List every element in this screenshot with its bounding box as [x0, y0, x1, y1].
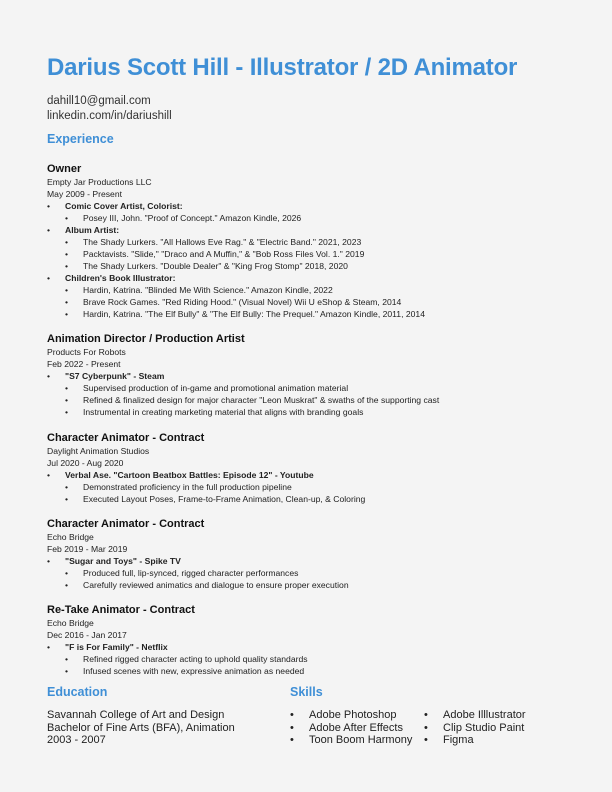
job-bullet: • Brave Rock Games. "Red Riding Hood." (Visual Novel) Wii U eShop & Steam, 2014: [47, 296, 587, 308]
job-dates: Jul 2020 - Aug 2020: [47, 458, 124, 468]
job-bullet: • Hardin, Katrina. "The Elf Bully" & "The Elf Bully: The Prequel." Amazon Kindle, 2011, 2014: [47, 308, 587, 320]
job-dates: Dec 2016 - Jan 2017: [47, 630, 127, 640]
job-company: Products For Robots: [47, 347, 126, 357]
job-title: Character Animator - Contract: [47, 518, 205, 530]
education-block: [47, 709, 235, 747]
education-heading: Education: [47, 685, 108, 699]
contact-info: [47, 94, 172, 124]
job-entry-animation-director: [47, 332, 587, 418]
education-years: 2003 - 2007: [47, 734, 106, 746]
job-title: Owner: [47, 163, 82, 175]
job-group-label: • Album Artist:: [47, 224, 587, 236]
job-bullet: • Refined & finalized design for major character "Leon Muskrat" & swaths of the supporting cast: [47, 394, 587, 406]
job-group-label: • "F is For Family" - Netflix: [47, 641, 587, 653]
job-title: Animation Director / Production Artist: [47, 333, 245, 345]
job-bullet: • Produced full, lip-synced, rigged character performances: [47, 567, 587, 579]
email-text: dahill10@gmail.com: [47, 95, 151, 107]
job-dates: May 2009 - Present: [47, 189, 122, 199]
skill-item: • Figma: [424, 734, 526, 747]
experience-heading: Experience: [47, 132, 114, 146]
job-group-label: • Children's Book Illustrator:: [47, 272, 587, 284]
resume-name: Darius Scott Hill - Illustrator / 2D Animator: [47, 54, 518, 81]
job-bullet: • The Shady Lurkers. "All Hallows Eve Rag." & "Electric Band." 2021, 2023: [47, 236, 587, 248]
job-group-label: • "S7 Cyberpunk" - Steam: [47, 370, 587, 382]
skill-item: • Adobe Photoshop: [290, 709, 412, 722]
skills-column-1: [290, 709, 412, 747]
job-company: Daylight Animation Studios: [47, 446, 150, 456]
job-group-label: • "Sugar and Toys" - Spike TV: [47, 555, 587, 567]
job-entry-echo-bridge-1: [47, 517, 587, 591]
job-company: Echo Bridge: [47, 532, 94, 542]
linkedin-text: linkedin.com/in/dariushill: [47, 110, 172, 122]
skills-column-2: [424, 709, 526, 747]
job-title: Character Animator - Contract: [47, 432, 205, 444]
skill-item: • Adobe Illlustrator: [424, 709, 526, 722]
job-company: Echo Bridge: [47, 618, 94, 628]
job-bullet: • The Shady Lurkers. "Double Dealer" & "King Frog Stomp" 2018, 2020: [47, 260, 587, 272]
job-bullet: • Demonstrated proficiency in the full production pipeline: [47, 481, 587, 493]
job-dates: Feb 2022 - Present: [47, 359, 121, 369]
job-company: Empty Jar Productions LLC: [47, 177, 152, 187]
skill-item: • Toon Boom Harmony: [290, 734, 412, 747]
job-bullet: • Executed Layout Poses, Frame-to-Frame Animation, Clean-up, & Coloring: [47, 493, 587, 505]
job-bullet: • Hardin, Katrina. "Blinded Me With Science." Amazon Kindle, 2022: [47, 284, 587, 296]
job-bullet: • Instrumental in creating marketing material that aligns with branding goals: [47, 406, 587, 418]
job-bullet: • Refined rigged character acting to uphold quality standards: [47, 653, 587, 665]
skills-heading: Skills: [290, 685, 323, 699]
job-bullet: • Carefully reviewed animatics and dialogue to ensure proper execution: [47, 579, 587, 591]
job-bullet: • Posey III, John. "Proof of Concept." Amazon Kindle, 2026: [47, 212, 587, 224]
job-bullet: • Supervised production of in-game and promotional animation material: [47, 382, 587, 394]
job-bullet: • Infused scenes with new, expressive animation as needed: [47, 665, 587, 677]
job-dates: Feb 2019 - Mar 2019: [47, 544, 128, 554]
job-entry-echo-bridge-2: [47, 603, 587, 677]
education-degree: Bachelor of Fine Arts (BFA), Animation: [47, 721, 235, 734]
job-title: Re-Take Animator - Contract: [47, 604, 195, 616]
education-school: Savannah College of Art and Design: [47, 709, 225, 721]
skill-item: • Adobe After Effects: [290, 722, 412, 735]
job-entry-daylight: [47, 431, 587, 505]
job-entry-owner: [47, 162, 587, 320]
skill-item: • Clip Studio Paint: [424, 722, 526, 735]
job-group-label: • Comic Cover Artist, Colorist:: [47, 200, 587, 212]
job-group-label: • Verbal Ase. "Cartoon Beatbox Battles: Episode 12" - Youtube: [47, 469, 587, 481]
job-bullet: • Packtavists. "Slide," "Draco and A Muffin," & "Bob Ross Files Vol. 1." 2019: [47, 248, 587, 260]
